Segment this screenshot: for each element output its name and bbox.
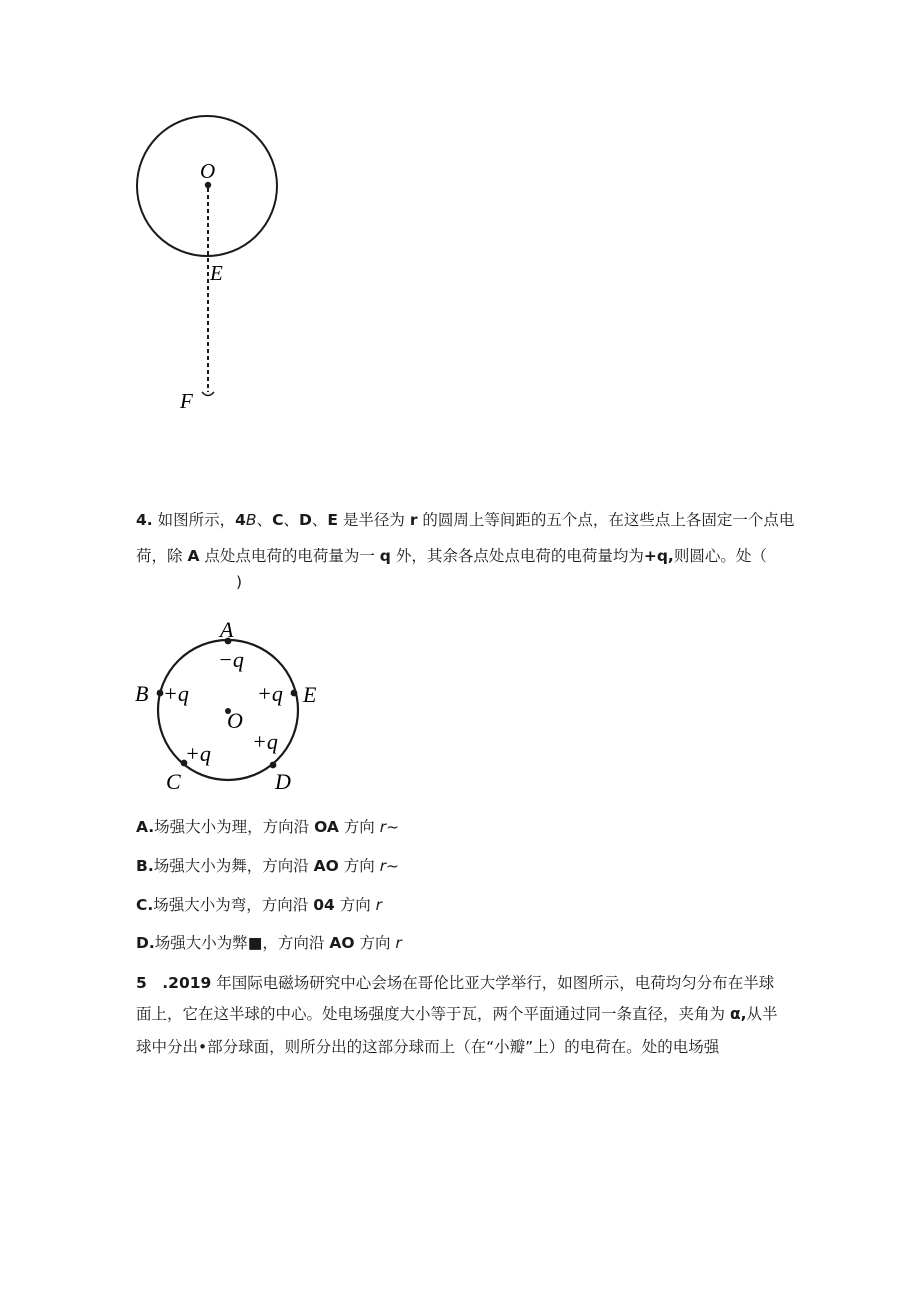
label-e: E: [303, 682, 317, 707]
charge-a: −q: [218, 647, 244, 672]
label-d: D: [275, 769, 291, 794]
label-o: O: [200, 159, 216, 183]
charge-c: +q: [185, 741, 211, 766]
label-b: B: [135, 681, 149, 706]
label-a: A: [220, 617, 234, 642]
label-e: E: [210, 261, 223, 285]
figure-pentagon-charges: [130, 615, 340, 800]
q4-line-2: 荷，除 A 点处点电荷的电荷量为一 q 外，其余各点处点电荷的电荷量均为+q,则圆心。处（: [136, 547, 767, 565]
point-d: [270, 762, 277, 769]
q4-line-3: ): [236, 573, 243, 591]
option-d[interactable]: D.场强大小为弊■，方向沿 AO 方向 r: [136, 934, 402, 952]
q4-line-1: 4. 如图所示，4B、C、D、E 是半径为 r 的圆周上等间距的五个点，在这些点上各固定一个点电: [136, 511, 795, 529]
q5-line-3: 球中分出•部分球面，则所分出的这部分球而上（在“小瓣”上）的电荷在。处的电场强: [136, 1038, 720, 1056]
figure-circle-dashed: [120, 110, 320, 420]
label-c: C: [166, 769, 181, 794]
charge-b: +q: [163, 681, 189, 706]
arc-mark-f: [202, 392, 214, 396]
q5-line-1: 5 .2019 年国际电磁场研究中心会场在哥伦比亚大学举行，如图所示，电荷均匀分布在半球: [136, 974, 775, 992]
charge-e: +q: [257, 681, 283, 706]
q5-line-2: 面上，它在这半球的中心。处电场强度大小等于瓦，两个平面通过同一条直径，夹角为 α,从半: [136, 1005, 778, 1023]
option-a[interactable]: A.场强大小为理，方向沿 OA 方向 r~: [136, 818, 400, 836]
label-f: F: [180, 389, 193, 413]
charge-d: +q: [252, 729, 278, 754]
option-b[interactable]: B.场强大小为舞，方向沿 AO 方向 r~: [136, 857, 400, 875]
point-e: [291, 690, 298, 697]
label-o: O: [227, 708, 243, 733]
option-c[interactable]: C.场强大小为弯，方向沿 04 方向 r: [136, 896, 383, 914]
